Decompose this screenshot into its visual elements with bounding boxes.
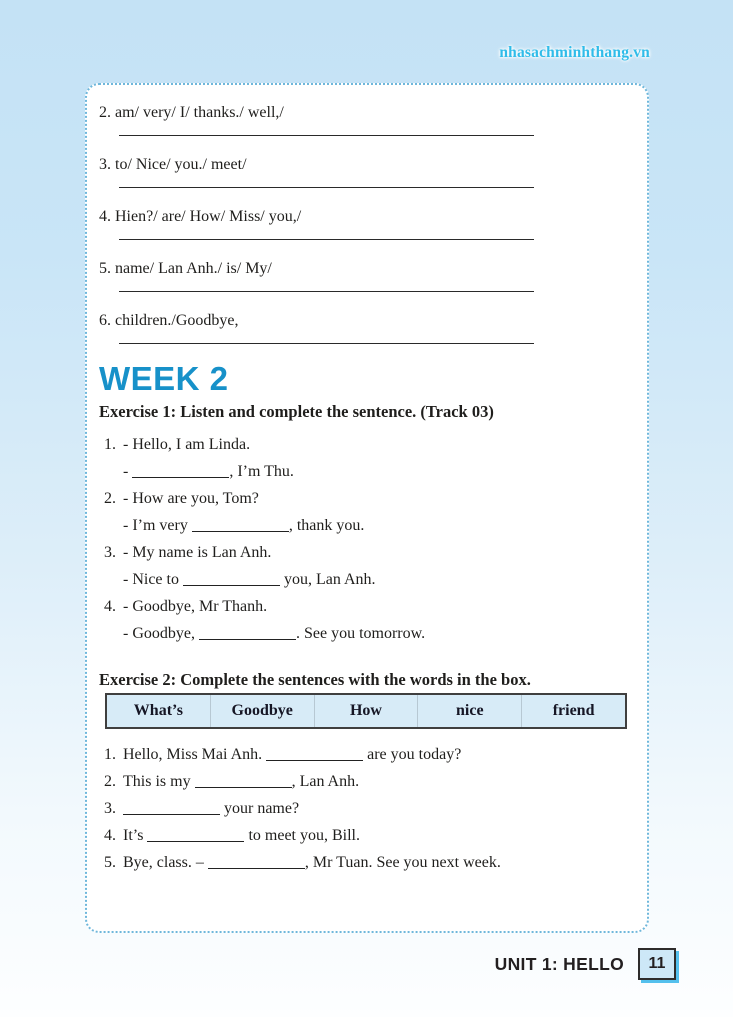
- unscramble-words-line: [99, 153, 633, 177]
- unscramble-words-line: [99, 205, 633, 229]
- sentence-text-pre: Hello, Miss Mai Anh.: [123, 746, 267, 763]
- sentence-text-pre: Bye, class. –: [123, 854, 208, 871]
- word-box: [105, 693, 627, 729]
- fill-in-blank: [266, 748, 363, 761]
- sentence-text-pre: -: [123, 463, 133, 480]
- sentence-text-pre: - I’m very: [123, 517, 192, 534]
- word-box-word: How: [314, 695, 418, 727]
- answer-line: [119, 291, 534, 292]
- unscramble-words-line: [99, 309, 633, 333]
- item-words: children./Goodbye,: [115, 312, 239, 329]
- sentence-line: [123, 566, 633, 593]
- exercise1-items: [99, 431, 633, 647]
- exercise1-item: [99, 431, 633, 485]
- sentence-text-post: are you today?: [363, 746, 462, 763]
- item-words: am/ very/ I/ thanks./ well,/: [115, 104, 284, 121]
- item-number: 2.: [104, 773, 116, 790]
- unscramble-words-line: [99, 101, 633, 125]
- sentence-text-post: your name?: [220, 800, 300, 817]
- item-number: 3.: [99, 156, 111, 173]
- item-number: 4.: [104, 827, 116, 844]
- item-number: 1.: [104, 436, 116, 453]
- sentence-text-pre: - Nice to: [123, 571, 183, 588]
- item-number: 4.: [99, 208, 111, 225]
- page-footer: [495, 946, 676, 982]
- item-number: 3.: [104, 544, 116, 561]
- fill-in-blank: [132, 465, 229, 478]
- watermark-site-name: nhasachminhthang.vn: [499, 44, 650, 61]
- answer-line: [119, 187, 534, 188]
- unscramble-item: [99, 205, 633, 240]
- page-number-box: [638, 948, 676, 980]
- exercise2-item: [99, 795, 633, 822]
- exercise1-title: Exercise 1: Listen and complete the sentence. (Track 03): [99, 402, 494, 421]
- exercise1-item: [99, 539, 633, 593]
- sentence-text-post: , Lan Anh.: [291, 773, 360, 790]
- item-number: 1.: [104, 746, 116, 763]
- sentence-line: [123, 485, 633, 512]
- sentence-text-post: . See you tomorrow.: [295, 625, 426, 642]
- sentence-text-pre: It’s: [123, 827, 148, 844]
- answer-line: [119, 343, 534, 344]
- sentence-text-pre: - My name is Lan Anh.: [123, 544, 272, 561]
- sentence-text-post: you, Lan Anh.: [279, 571, 376, 588]
- word-box-word: friend: [521, 695, 625, 727]
- word-box-word: Goodbye: [210, 695, 314, 727]
- sentence-line: [123, 458, 633, 485]
- word-box-word: What’s: [133, 702, 183, 719]
- answer-line: [119, 135, 534, 136]
- sentence-text-post: to meet you, Bill.: [244, 827, 360, 844]
- word-box-word: nice: [417, 695, 521, 727]
- unscramble-words-line: [99, 257, 633, 281]
- sentence-line: [123, 539, 633, 566]
- item-words: to/ Nice/ you./ meet/: [115, 156, 247, 173]
- fill-in-blank: [147, 829, 244, 842]
- sentence-text-pre: - Goodbye,: [123, 625, 199, 642]
- sentence-line: [123, 512, 633, 539]
- item-words: Hien?/ are/ How/ Miss/ you,/: [115, 208, 302, 225]
- sentence-text-pre: - How are you, Tom?: [123, 490, 259, 507]
- worksheet-card: [85, 83, 649, 933]
- exercise1-item: [99, 485, 633, 539]
- sentence-text-pre: This is my: [123, 773, 195, 790]
- item-number: 5.: [104, 854, 116, 871]
- unscramble-item: [99, 101, 633, 136]
- unscramble-item: [99, 153, 633, 188]
- exercise2-item: [99, 768, 633, 795]
- exercise2-item: [99, 822, 633, 849]
- unscramble-item: [99, 309, 633, 344]
- unscramble-item: [99, 257, 633, 292]
- item-number: 3.: [104, 800, 116, 817]
- item-number: 5.: [99, 260, 111, 277]
- sentence-text-post: , thank you.: [288, 517, 365, 534]
- item-number: 4.: [104, 598, 116, 615]
- page-number: 11: [648, 955, 666, 972]
- unit-label: UNIT 1: HELLO: [494, 953, 624, 974]
- item-number: 6.: [99, 312, 111, 329]
- sentence-line: [123, 620, 633, 647]
- fill-in-blank: [195, 775, 292, 788]
- item-number: 2.: [104, 490, 116, 507]
- fill-in-blank: [199, 627, 296, 640]
- sentence-line: [123, 593, 633, 620]
- fill-in-blank: [183, 573, 280, 586]
- item-number: 2.: [99, 104, 111, 121]
- fill-in-blank: [208, 856, 305, 869]
- sentence-text-pre: - Hello, I am Linda.: [123, 436, 251, 453]
- exercise1-item: [99, 593, 633, 647]
- sentence-text-post: , I’m Thu.: [229, 463, 294, 480]
- item-words: name/ Lan Anh./ is/ My/: [115, 260, 272, 277]
- sentence-text-pre: - Goodbye, Mr Thanh.: [123, 598, 268, 615]
- unscramble-section: [99, 101, 633, 344]
- sentence-text-post: , Mr Tuan. See you next week.: [304, 854, 501, 871]
- fill-in-blank: [192, 519, 289, 532]
- exercise2-items: [99, 741, 633, 876]
- exercise2-item: [99, 849, 633, 876]
- fill-in-blank: [123, 802, 220, 815]
- answer-line: [119, 239, 534, 240]
- week-heading: WEEK 2: [99, 360, 229, 397]
- exercise2-title: Exercise 2: Complete the sentences with the words in the box.: [99, 670, 531, 689]
- exercise2-item: [99, 741, 633, 768]
- sentence-line: [123, 431, 633, 458]
